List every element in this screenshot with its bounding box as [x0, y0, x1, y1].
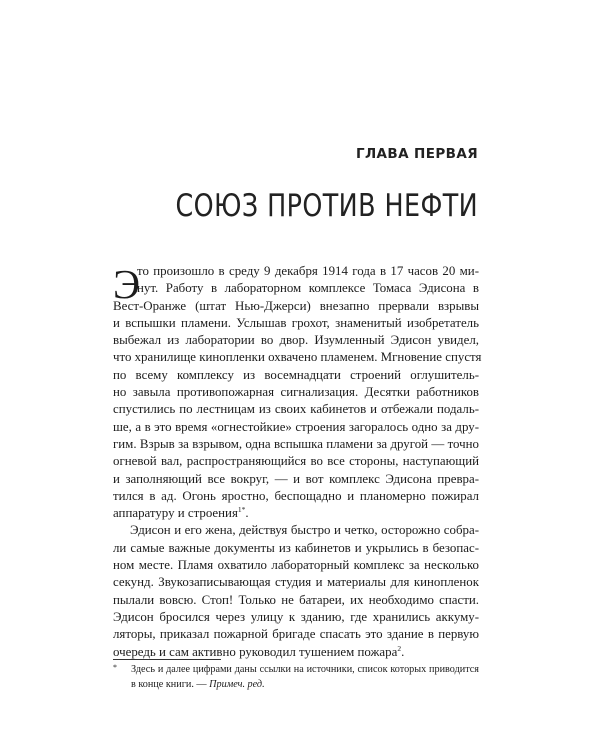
editor-note: Примеч. ред. — [209, 678, 265, 690]
text-line-content: очередь и сам активно руководил тушением пожара — [113, 644, 398, 659]
text-line: и заполняющий все вокруг, — и вот комплекс Эдисона превра- — [113, 471, 479, 486]
footnote-mark: * — [113, 663, 117, 672]
source-reference-2: 2 — [397, 643, 402, 653]
footnote-divider — [113, 659, 221, 660]
sentence-end: . — [245, 506, 249, 521]
text-line: ляторы, приказал пожарной бригаде спасать это здание в первую — [113, 627, 479, 642]
chapter-label: ГЛАВА ПЕРВАЯ — [355, 146, 478, 162]
text-line: по всему комплексу из восемнадцати строений оглушитель- — [113, 367, 479, 382]
paragraph-1 — [113, 263, 482, 522]
text-line: ли самые важные документы из кабинетов и укрылись в безопас- — [113, 540, 479, 555]
text-line: спустились по лестницам из своих кабинетов и отбежали подаль- — [113, 402, 479, 417]
text-line: Эдисон бросился через улицу к зданию, где хранились аккуму- — [113, 609, 479, 624]
text-line: секунд. Звукозаписывающая студия и материалы для кинопленок — [113, 575, 479, 590]
text-line: ном месте. Пламя охватило лабораторный комплекс за несколько — [113, 558, 479, 573]
footnote — [113, 663, 479, 692]
text-line: гим. Взрыв за взрывом, одна вспышка пламени за другой — точно — [113, 436, 479, 451]
text-line: что хранилище кинопленки охвачено пламенем. Мгновение спустя — [113, 350, 482, 365]
text-line-content: аппаратуру и строения — [113, 506, 238, 521]
text-line: то произошло в среду 9 декабря 1914 года в 17 часов 20 ми- — [137, 264, 479, 278]
text-line: выбежал из лаборатории во двор. Изумленный Эдисон увидел, — [113, 333, 479, 348]
sentence-end: . — [401, 644, 405, 659]
text-line: и вспышки пламени. Услышав грохот, знаменитый изобретатель — [113, 315, 479, 330]
source-reference-1: 1* — [237, 505, 246, 515]
drop-cap: Э — [113, 261, 141, 307]
text-line: нут. Работу в лабораторном комплексе Томаса Эдисона в — [137, 281, 479, 296]
footnote-line: Здесь и далее цифрами даны ссылки на источники, список которых приводится — [131, 664, 479, 675]
text-line: тился в ад. Огонь яростно, беспощадно и планомерно пожирал — [113, 488, 479, 503]
text-line: ше, а в это время «огнестойкие» строения загоралось одно за дру- — [113, 419, 479, 434]
footnote-line — [113, 678, 479, 693]
footnote-text: в конце книги. — — [131, 678, 210, 690]
text-line: пылали вовсю. Стоп! Только не батареи, их необходимо спасти. — [113, 592, 479, 607]
text-line: Эдисон и его жена, действуя быстро и четко, осторожно собра- — [130, 523, 479, 538]
text-line: огневой вал, распространяющийся во все стороны, наступающий — [113, 454, 479, 469]
paragraph-2 — [113, 522, 479, 660]
body-text — [113, 261, 482, 661]
text-line: Вест-Оранже (штат Нью-Джерси) внезапно прервали взрывы — [113, 298, 479, 313]
text-line: но завыла противопожарная сигнализация. Десятки работников — [113, 385, 479, 400]
text-line — [113, 505, 479, 522]
chapter-title: СОЮЗ ПРОТИВ НЕФТИ — [175, 188, 478, 224]
